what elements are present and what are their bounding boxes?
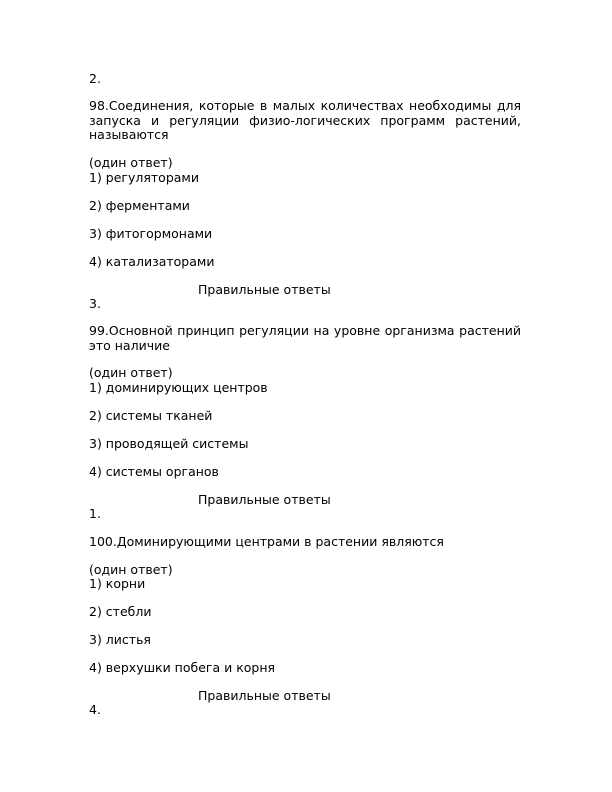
answer-mode-100: (один ответ)	[89, 562, 173, 577]
option-100-2: 2) стебли	[89, 604, 152, 619]
option-98-4: 4) катализаторами	[89, 254, 215, 269]
question-text-99: 99.Основной принцип регуляции на уровне организма растений это наличие	[89, 323, 521, 353]
option-99-1: 1) доминирующих центров	[89, 380, 268, 395]
correct-answer-99: 1.	[89, 506, 101, 521]
question-text-98: 98.Соединения, которые в малых количествах необходимы для запуска и регуляции физио-логических программ растений, называются	[89, 98, 521, 142]
option-99-3: 3) проводящей системы	[89, 436, 249, 451]
question-text-100: 100.Доминирующими центрами в растении являются	[89, 534, 444, 549]
option-98-1: 1) регуляторами	[89, 170, 199, 185]
option-98-3: 3) фитогормонами	[89, 226, 213, 241]
correct-answer-98: 3.	[89, 296, 101, 311]
option-100-4: 4) верхушки побега и корня	[89, 660, 276, 675]
option-99-4: 4) системы органов	[89, 464, 219, 479]
correct-answers-label-100: Правильные ответы	[198, 688, 331, 703]
answer-mode-99: (один ответ)	[89, 365, 173, 380]
option-100-3: 3) листья	[89, 632, 151, 647]
option-100-1: 1) корни	[89, 576, 146, 591]
option-98-2: 2) ферментами	[89, 198, 190, 213]
correct-answers-label-98: Правильные ответы	[198, 282, 331, 297]
correct-answers-label-99: Правильные ответы	[198, 492, 331, 507]
previous-answer: 2.	[89, 71, 101, 86]
option-99-2: 2) системы тканей	[89, 408, 213, 423]
answer-mode-98: (один ответ)	[89, 155, 173, 170]
correct-answer-100: 4.	[89, 702, 101, 717]
